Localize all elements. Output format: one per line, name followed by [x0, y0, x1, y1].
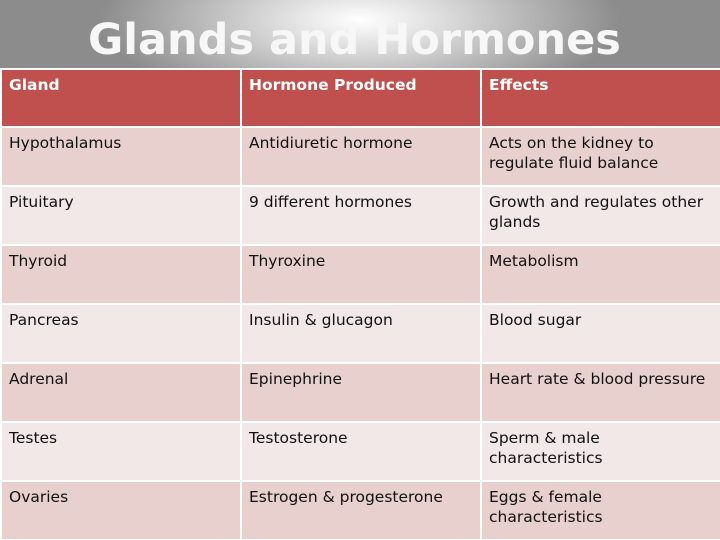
table-row	[1, 304, 720, 363]
table-row	[1, 363, 720, 422]
cell-hormone: Insulin & glucagon	[241, 304, 481, 363]
cell-hormone: 9 different hormones	[241, 186, 481, 245]
cell-hormone: Epinephrine	[241, 363, 481, 422]
header-hormone-produced: Hormone Produced	[241, 69, 481, 127]
cell-effects: Blood sugar	[481, 304, 720, 363]
cell-gland: Pancreas	[1, 304, 241, 363]
cell-gland: Pituitary	[1, 186, 241, 245]
table-header-row	[1, 69, 720, 127]
cell-gland: Adrenal	[1, 363, 241, 422]
cell-effects: Acts on the kidney to regulate fluid balance	[481, 127, 720, 186]
header-gland: Gland	[1, 69, 241, 127]
cell-gland: Testes	[1, 422, 241, 481]
glands-hormones-table	[0, 68, 720, 540]
cell-hormone: Testosterone	[241, 422, 481, 481]
cell-effects: Growth and regulates other glands	[481, 186, 720, 245]
slide-title: Glands and Hormones	[88, 15, 621, 65]
cell-effects: Metabolism	[481, 245, 720, 304]
cell-effects: Sperm & male characteristics	[481, 422, 720, 481]
cell-gland: Hypothalamus	[1, 127, 241, 186]
table-row	[1, 186, 720, 245]
table-row	[1, 422, 720, 481]
cell-effects: Heart rate & blood pressure	[481, 363, 720, 422]
table-row	[1, 481, 720, 540]
cell-hormone: Estrogen & progesterone	[241, 481, 481, 540]
cell-gland: Ovaries	[1, 481, 241, 540]
cell-hormone: Antidiuretic hormone	[241, 127, 481, 186]
cell-effects: Eggs & female characteristics	[481, 481, 720, 540]
cell-hormone: Thyroxine	[241, 245, 481, 304]
cell-gland: Thyroid	[1, 245, 241, 304]
header-effects: Effects	[481, 69, 720, 127]
table-row	[1, 127, 720, 186]
table-row	[1, 245, 720, 304]
